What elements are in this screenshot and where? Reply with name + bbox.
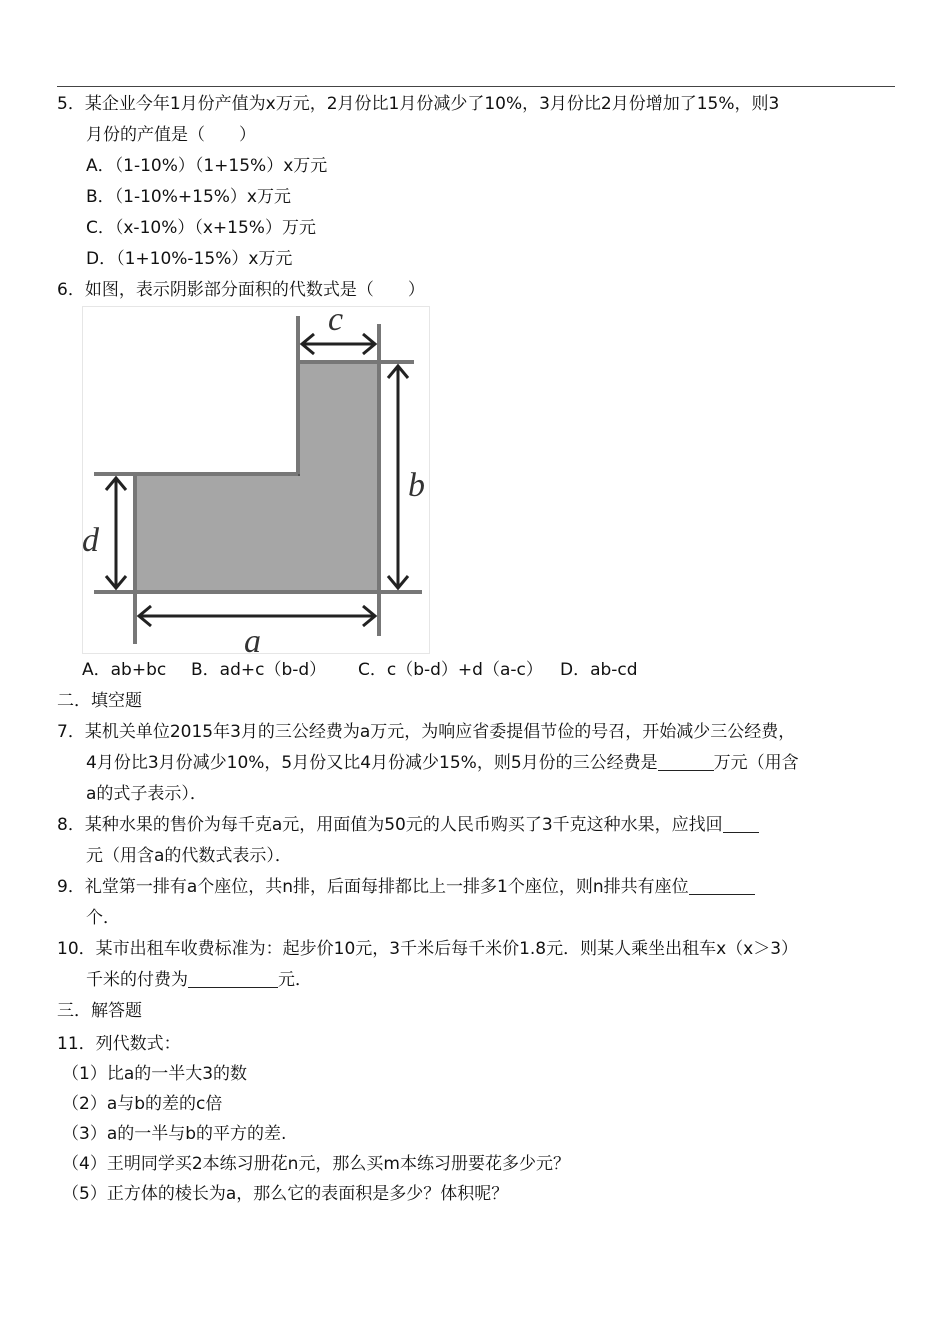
section-fill-blank-title: 二．填空题 — [57, 691, 142, 711]
label-b: b — [408, 467, 425, 504]
q8-answer-blank[interactable] — [723, 814, 759, 833]
q5-option-b: B．（1-10%+15%）x万元 — [86, 187, 291, 207]
q11-item-5: （5）正方体的棱长为a，那么它的表面积是多少？体积呢？ — [62, 1184, 509, 1204]
q5-option-d: D．（1+10%-15%）x万元 — [86, 249, 293, 269]
q7-line3: a的式子表示）． — [86, 784, 207, 804]
q10-answer-blank[interactable] — [188, 969, 278, 988]
q5-stem-line2: 月份的产值是（ ） — [86, 125, 256, 145]
q10-line2-text-b: 元． — [278, 970, 312, 990]
label-c: c — [328, 306, 344, 338]
q10-line2 — [86, 968, 312, 992]
q11-item-1: （1）比a的一半大3的数 — [62, 1064, 248, 1084]
q7-line2 — [86, 751, 799, 775]
q7-line2-text-b: 万元（用含 — [713, 753, 799, 773]
q6-option-d: D．ab-cd — [560, 660, 638, 680]
q8-line1-text: 8．某种水果的售价为每千克a元，用面值为50元的人民币购买了3千克这种水果，应找回 — [57, 815, 723, 835]
q7-line2-text-a: 4月份比3月份减少10%，5月份又比4月份减少15%，则5月份的三公经费是 — [86, 753, 658, 773]
q11-item-4: （4）王明同学买2本练习册花n元，那么买m本练习册要花多少元？ — [62, 1154, 570, 1174]
q5-option-a: A．（1-10%）（1+15%）x万元 — [86, 156, 328, 176]
q9-line1-text: 9．礼堂第一排有a个座位，共n排，后面每排都比上一排多1个座位，则n排共有座位 — [57, 877, 689, 897]
q6-figure — [82, 306, 430, 654]
q11-item-2: （2）a与b的差的c倍 — [62, 1094, 223, 1114]
q5-option-c: C．（x-10%）（x+15%）万元 — [86, 218, 316, 238]
q9-line2: 个． — [86, 908, 120, 928]
q7-line1: 7．某机关单位2015年3月的三公经费为a万元，为响应省委提倡节俭的号召，开始减少三公经费， — [57, 722, 796, 742]
q6-option-b: B．ad+c（b-d） — [191, 660, 327, 680]
q8-line2: 元（用含a的代数式表示）． — [86, 846, 292, 866]
q10-line1: 10．某市出租车收费标准为：起步价10元，3千米后每千米价1.8元．则某人乘坐出租车x（x＞3） — [57, 939, 799, 959]
q10-line2-text-a: 千米的付费为 — [86, 970, 188, 990]
q5-stem-line1: 5．某企业今年1月份产值为x万元，2月份比1月份减少了10%，3月份比2月份增加了15%，则3 — [57, 94, 780, 114]
header-rule — [57, 86, 895, 87]
q8-line1 — [57, 813, 759, 837]
q9-line1 — [57, 875, 755, 899]
q11-item-3: （3）a的一半与b的平方的差. — [62, 1124, 287, 1144]
q6-option-c: C．c（b-d）+d（a-c） — [358, 660, 543, 680]
q11-stem: 11．列代数式： — [57, 1034, 181, 1054]
section-solution-title: 三．解答题 — [57, 1001, 142, 1021]
q9-answer-blank[interactable] — [689, 876, 755, 895]
label-d: d — [82, 522, 99, 559]
q6-option-a: A．ab+bc — [82, 660, 167, 680]
q7-answer-blank[interactable] — [658, 752, 714, 771]
label-a: a — [244, 623, 261, 654]
q6-stem: 6．如图，表示阴影部分面积的代数式是（ ） — [57, 280, 425, 300]
